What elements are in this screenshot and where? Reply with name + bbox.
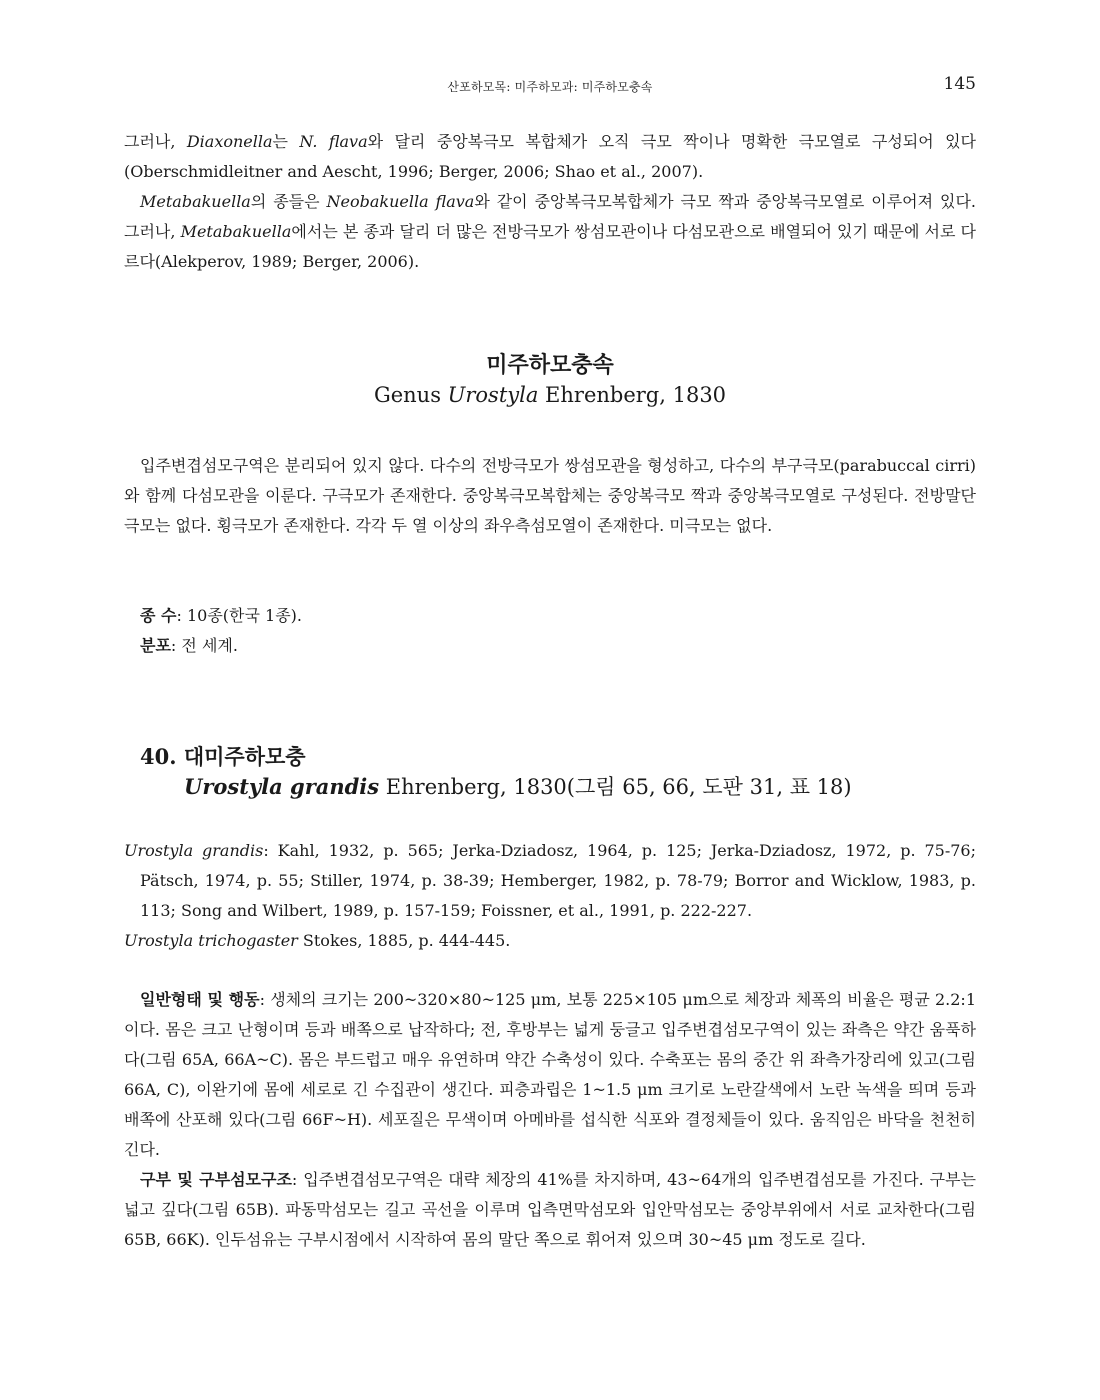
description-section: [124, 985, 976, 1255]
morphology-paragraph: 일반형태 및 행동: 생체의 크기는 200~320×80~125 μm, 보통 225×105 μm으로 체장과 체폭의 비율은 평균 2.2:1이다. 몸은 크고 난형이며 등과 배쪽으로 납작하다; 전, 후방부는 넓게 둥글고 입주변겹섬모구역이 있는 좌측은 약간 움푹하다(그림 65A, 66A~C). 몸은 부드럽고 매우 유연하며 약간 수축성이 있다. 수축포는 몸의 중간 위 좌측가장리에 있고(그림 66A, C), 이완기에 몸에 세로로 긴 수집관이 생긴다. 피층과립은 1~1.5 μm 크기로 노란갈색에서 노란 녹색을 띄며 등과 배쪽에 산포해 있다(그림 66F~H). 세포질은 무색이며 아메바를 섭식한 식포와 결정체들이 있다. 움직임은 바닥을 천천히 긴다.: [124, 990, 977, 1159]
page-header: [124, 74, 976, 98]
genus-description-text: 입주변겹섬모구역은 분리되어 있지 않다. 다수의 전방극모가 쌍섬모관을 형성하고, 다수의 부구극모(parabuccal cirri)와 함께 다섬모관을 이룬다. 구극모가 존재한다. 중앙복극모복합체는 중앙복극모 짝과 중앙복극모열로 구성된다. 전방말단극모는 없다. 횡극모가 존재한다. 각각 두 열 이상의 좌우측섬모열이 존재한다. 미극모는 없다.: [124, 456, 976, 535]
synonym-entry-2: Urostyla trichogaster Stokes, 1885, p. 444-445.: [124, 931, 511, 950]
species-count: 종 수: 10종(한국 1종).: [140, 606, 302, 625]
genus-description: [124, 451, 976, 541]
intro-section: [124, 127, 976, 277]
document-page: [124, 0, 976, 1400]
species-heading: [124, 742, 976, 802]
synonymy: [124, 836, 976, 956]
genus-heading: [124, 350, 976, 410]
running-head: 산포하모목: 미주하모과: 미주하모충속: [447, 80, 653, 94]
species-title-korean: 40. 대미주하모충: [140, 744, 306, 769]
synonym-entry-1: Urostyla grandis: Kahl, 1932, p. 565; Jerka-Dziadosz, 1964, p. 125; Jerka-Dziadosz, 1972, p. 75-76; Pätsch, 1974, p. 55; Stiller, 1974, p. 38-39; Hemberger, 1982, p. 78-79; Borror and Wicklow, 1983, p. 113; Song and Wilbert, 1989, p. 157-159; Foissner, et al., 1991, p. 222-227.: [124, 841, 976, 920]
oral-structure-paragraph: 구부 및 구부섬모구조: 입주변겹섬모구역은 대략 체장의 41%를 차지하며, 43~64개의 입주변겹섬모를 가진다. 구부는 넓고 깊다(그림 65B). 파동막섬모는 길고 곡선을 이루며 입측면막섬모와 입안막섬모는 중앙부위에서 서로 교차한다(그림 65B, 66K). 인두섬유는 구부시점에서 시작하여 몸의 말단 쪽으로 휘어져 있으며 30~45 μm 정도로 길다.: [124, 1170, 976, 1249]
genus-title-latin: Genus Urostyla Ehrenberg, 1830: [373, 383, 727, 407]
intro-paragraph-2: Metabakuella의 종들은 Neobakuella flava와 같이 중앙복극모복합체가 극모 짝과 중앙복극모열로 이루어져 있다. 그러나, Metabakuella에서는 본 종과 달리 더 많은 전방극모가 쌍섬모관이나 다섬모관으로 배열되어 있기 때문에 서로 다르다(Alekperov, 1989; Berger, 2006).: [124, 192, 977, 271]
intro-paragraph-1: 그러나, Diaxonella는 N. flava와 달리 중앙복극모 복합체가 오직 극모 짝이나 명확한 극모열로 구성되어 있다(Oberschmidleitner and Aescht, 1996; Berger, 2006; Shao et al., 2007).: [124, 132, 977, 181]
genus-title-korean: 미주하모충속: [486, 352, 614, 378]
genus-facts: [124, 601, 976, 661]
page-number: 145: [943, 74, 976, 94]
distribution: 분포: 전 세계.: [140, 636, 238, 655]
species-title-latin: Urostyla grandis Ehrenberg, 1830(그림 65, 66, 도판 31, 표 18): [184, 774, 852, 799]
